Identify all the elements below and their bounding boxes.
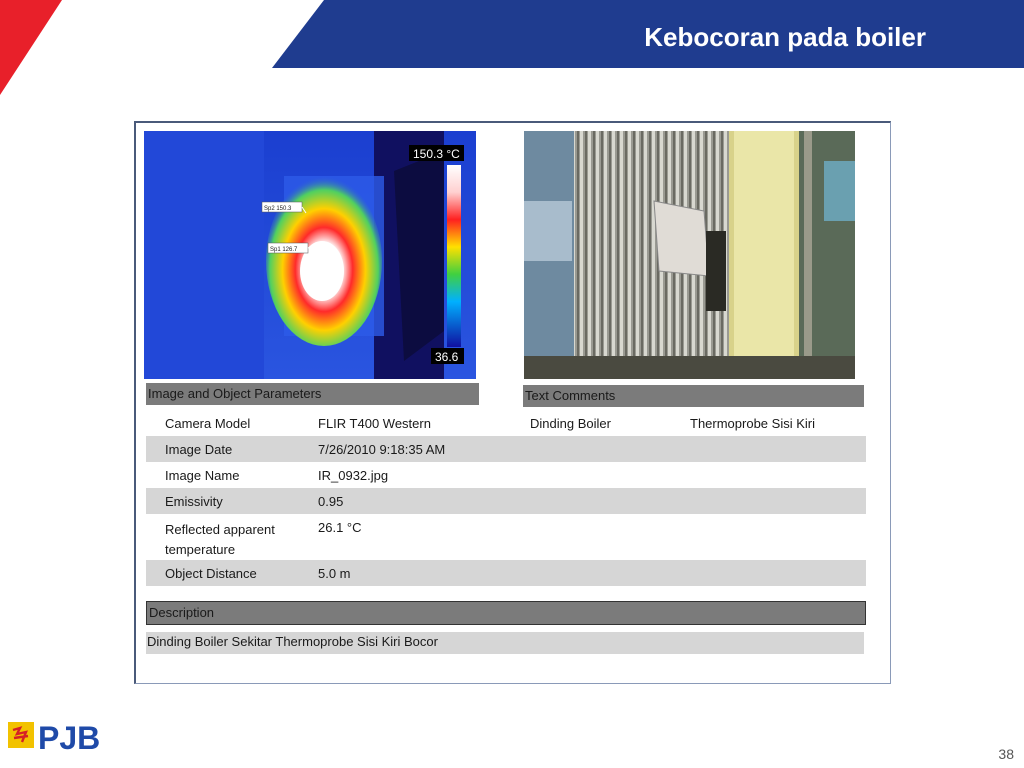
visual-photo bbox=[524, 131, 855, 379]
comments-header: Text Comments bbox=[523, 385, 864, 407]
description-header: Description bbox=[146, 601, 866, 625]
comment-value: Thermoprobe Sisi Kiri bbox=[690, 416, 815, 431]
param-row-image-name bbox=[146, 462, 866, 488]
param-label: Image Date bbox=[165, 442, 233, 457]
pjb-logo bbox=[8, 716, 112, 754]
param-label: Reflected apparent temperature bbox=[165, 522, 275, 557]
param-row-emissivity bbox=[146, 488, 866, 514]
param-value: 26.1 °C bbox=[318, 520, 362, 535]
page-number: 38 bbox=[998, 746, 1014, 762]
param-row-camera-model bbox=[146, 410, 866, 436]
comment-label: Dinding Boiler bbox=[530, 416, 611, 431]
logo-text: PJB bbox=[38, 720, 101, 754]
param-value: 5.0 m bbox=[318, 566, 351, 581]
slide-title: Kebocoran pada boiler bbox=[644, 22, 926, 52]
param-label: Object Distance bbox=[165, 566, 257, 581]
param-value: IR_0932.jpg bbox=[318, 468, 389, 483]
param-row-object-distance bbox=[146, 560, 866, 586]
param-label: Emissivity bbox=[165, 494, 223, 509]
description-text: Dinding Boiler Sekitar Thermoprobe Sisi Kiri Bocor bbox=[146, 632, 864, 654]
spot2-label: Sp2 150.3 bbox=[264, 206, 292, 212]
param-value: FLIR T400 Western bbox=[318, 416, 431, 431]
param-value: 7/26/2010 9:18:35 AM bbox=[318, 442, 446, 457]
scale-max-label: 150.3 °C bbox=[413, 147, 460, 161]
red-corner-accent bbox=[0, 0, 62, 95]
param-value: 0.95 bbox=[318, 494, 344, 509]
scale-min-label: 36.6 bbox=[435, 350, 459, 364]
param-label: Camera Model bbox=[165, 416, 251, 431]
param-label: Image Name bbox=[165, 468, 240, 483]
params-header: Image and Object Parameters bbox=[146, 383, 479, 405]
spot1-label: Sp1 126.7 bbox=[270, 247, 298, 253]
thermal-image bbox=[144, 131, 476, 379]
param-row-reflected-temperature bbox=[146, 514, 866, 560]
param-row-image-date bbox=[146, 436, 866, 462]
